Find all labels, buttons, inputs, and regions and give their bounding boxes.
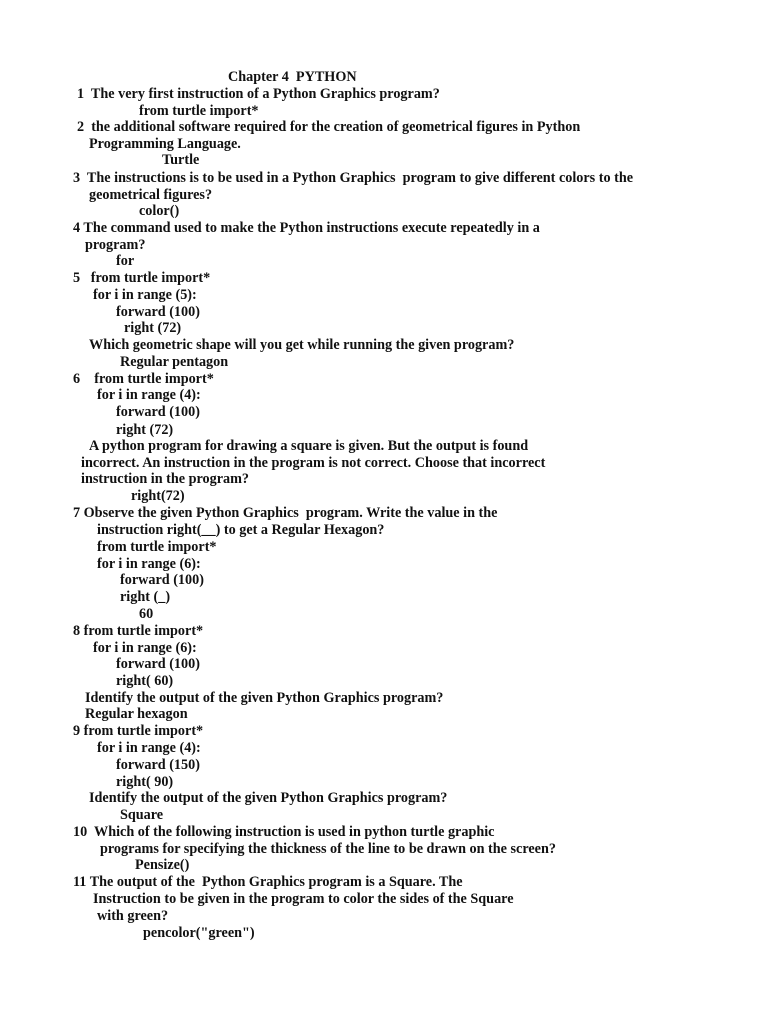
answer-11: pencolor("green") xyxy=(143,925,255,941)
code-line: forward (100) xyxy=(116,404,200,420)
question-9-prompt: Identify the output of the given Python Graphics program? xyxy=(89,790,448,806)
question-11-cont: Instruction to be given in the program to color the sides of the Square xyxy=(93,891,514,907)
answer-4: for xyxy=(116,253,135,269)
question-4-cont: program? xyxy=(85,237,146,253)
question-11-cont: with green? xyxy=(97,908,169,924)
answer-9: Square xyxy=(120,807,164,823)
code-line: right (72) xyxy=(124,320,182,336)
code-line: right( 60) xyxy=(116,673,174,689)
code-line: for i in range (4): xyxy=(97,740,201,756)
code-line: for i in range (5): xyxy=(93,287,197,303)
code-line: forward (100) xyxy=(116,304,200,320)
question-7: 7 Observe the given Python Graphics program. Write the value in the xyxy=(73,505,498,521)
code-line: right (72) xyxy=(116,422,174,438)
question-6: 6 from turtle import* xyxy=(73,371,214,387)
question-9: 9 from turtle import* xyxy=(73,723,204,739)
code-line: for i in range (6): xyxy=(93,640,197,656)
answer-7: 60 xyxy=(139,606,154,622)
code-line: forward (150) xyxy=(116,757,200,773)
question-2-cont: Programming Language. xyxy=(89,136,241,152)
code-line: from turtle import* xyxy=(97,539,217,555)
question-3: 3 The instructions is to be used in a Python Graphics program to give different colors to the xyxy=(73,170,634,186)
code-line: for i in range (4): xyxy=(97,387,201,403)
question-6-prompt-cont: instruction in the program? xyxy=(81,471,250,487)
answer-5: Regular pentagon xyxy=(120,354,229,370)
question-11: 11 The output of the Python Graphics program is a Square. The xyxy=(73,874,463,890)
answer-1: from turtle import* xyxy=(139,103,259,119)
answer-6: right(72) xyxy=(131,488,185,504)
answer-8: Regular hexagon xyxy=(85,706,188,722)
code-line: right( 90) xyxy=(116,774,174,790)
code-line: forward (100) xyxy=(120,572,204,588)
question-8: 8 from turtle import* xyxy=(73,623,204,639)
question-6-prompt: A python program for drawing a square is given. But the output is found xyxy=(89,438,529,454)
question-1: 1 The very first instruction of a Python Graphics program? xyxy=(77,86,440,102)
question-4: 4 The command used to make the Python instructions execute repeatedly in a xyxy=(73,220,540,236)
code-line: for i in range (6): xyxy=(97,556,201,572)
answer-3: color() xyxy=(139,203,180,219)
question-6-prompt-cont: incorrect. An instruction in the program is not correct. Choose that incorrect xyxy=(81,455,546,471)
answer-2: Turtle xyxy=(162,152,200,168)
chapter-title: Chapter 4 PYTHON xyxy=(228,69,357,85)
question-3-cont: geometrical figures? xyxy=(89,187,213,203)
code-line: right (_) xyxy=(120,589,171,605)
answer-10: Pensize() xyxy=(135,857,190,873)
question-2: 2 the additional software required for the creation of geometrical figures in Python xyxy=(77,119,581,135)
question-7-cont: instruction right(__) to get a Regular Hexagon? xyxy=(97,522,385,538)
question-10-cont: programs for specifying the thickness of the line to be drawn on the screen? xyxy=(100,841,556,857)
code-line: forward (100) xyxy=(116,656,200,672)
question-8-prompt: Identify the output of the given Python Graphics program? xyxy=(85,690,444,706)
question-5: 5 from turtle import* xyxy=(73,270,211,286)
question-10: 10 Which of the following instruction is used in python turtle graphic xyxy=(73,824,495,840)
question-5-prompt: Which geometric shape will you get while running the given program? xyxy=(89,337,515,353)
